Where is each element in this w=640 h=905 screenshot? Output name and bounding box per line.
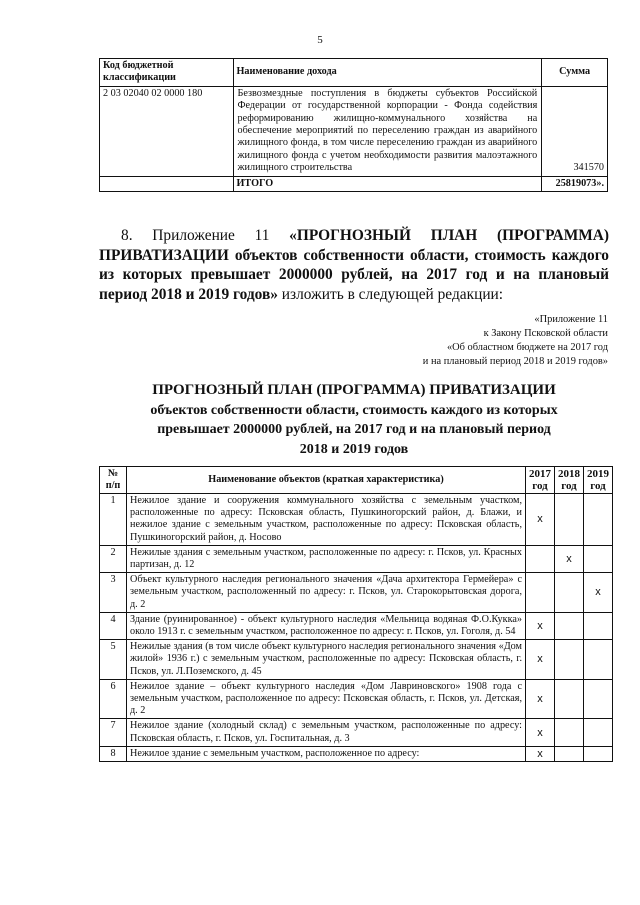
- object-description: Нежилое здание с земельным участком, расположенное по адресу:: [127, 746, 526, 761]
- mark-2019: x: [584, 573, 613, 613]
- paragraph-bold-title: «ПРОГНОЗНЫЙ ПЛАН (ПРОГРАММА) ПРИВАТИЗАЦИИ объектов собственности области, стоимость каждого из которых превышает 2000000 рублей, на 2017 год и на плановый период 2018 и 2019 годов»: [99, 227, 610, 303]
- object-description: Нежилые здания с земельным участком, расположенные по адресу: г. Псков, ул. Красных партизан, д. 12: [127, 545, 526, 572]
- row-number: 5: [100, 640, 127, 680]
- plan-heading: [99, 381, 609, 459]
- header-sum: Сумма: [542, 59, 608, 87]
- mark-2019: [584, 719, 613, 746]
- mark-2018: [555, 719, 584, 746]
- amendment-paragraph: [99, 226, 609, 304]
- budget-income-table: [99, 58, 608, 192]
- total-sum: 25819073».: [542, 176, 608, 191]
- row-number: 6: [100, 679, 127, 719]
- header-year-2018: 2018 год: [555, 467, 584, 494]
- table-row: [100, 746, 613, 761]
- total-row: [100, 176, 608, 191]
- mark-2018: [555, 679, 584, 719]
- mark-2019: [584, 612, 613, 639]
- income-name-cell: Безвозмездные поступления в бюджеты субъектов Российской Федерации от государственной корпорации - Фонда содействия реформированию жилищно-коммунального хозяйства на обеспечение мероприятий по переселению граждан из аварийного жилищного фонда, в том числе переселению граждан из аварийного жилищного фонда с учетом необходимости развития малоэтажного жилищного строительства: [233, 86, 542, 176]
- row-number: 1: [100, 494, 127, 546]
- header-income-name: Наименование дохода: [233, 59, 542, 87]
- header-year-2019: 2019 год: [584, 467, 613, 494]
- mark-2019: [584, 746, 613, 761]
- budget-code-cell: 2 03 02040 02 0000 180: [100, 86, 234, 176]
- mark-2017: [526, 545, 555, 572]
- table-row: [100, 86, 608, 176]
- row-number: 4: [100, 612, 127, 639]
- header-object-name: Наименование объектов (краткая характеристика): [127, 467, 526, 494]
- mark-2017: x: [526, 612, 555, 639]
- heading-line: превышает 2000000 рублей, на 2017 год и на плановый период: [157, 422, 551, 437]
- row-number: 3: [100, 573, 127, 613]
- table-header-row: [100, 59, 608, 87]
- mark-2019: [584, 494, 613, 546]
- table-row: [100, 612, 613, 639]
- heading-line: ПРОГНОЗНЫЙ ПЛАН (ПРОГРАММА) ПРИВАТИЗАЦИИ: [152, 382, 556, 398]
- object-description: Объект культурного наследия регионального значения «Дача архитектора Гермейера» с земельным участком, расположенный по адресу: г. Псков, ул. Старокорытовская дорога, д. 2: [127, 573, 526, 613]
- mark-2019: [584, 545, 613, 572]
- table-row: [100, 719, 613, 746]
- heading-line: объектов собственности области, стоимость каждого из которых: [150, 402, 558, 418]
- table-header-row: [100, 467, 613, 494]
- table-row: [100, 640, 613, 680]
- row-number: 7: [100, 719, 127, 746]
- appendix-ref-line: «Приложение 11: [534, 314, 608, 325]
- object-description: Нежилое здание (холодный склад) с земельным участком, расположенные по адресу: Псковская область, г. Псков, ул. Госпитальная, д. 3: [127, 719, 526, 746]
- table-row: [100, 494, 613, 546]
- total-label: ИТОГО: [233, 176, 542, 191]
- mark-2017: x: [526, 719, 555, 746]
- mark-2017: x: [526, 679, 555, 719]
- object-description: Нежилое здание и сооружения коммунального хозяйства с земельным участком, расположенные по адресу: Псковская область, Пушкиногорский район, д. Блажи, и нежилое здание с земельным участком, расположенные по адресу: Псковская область, Пушкиногорский район, д. Носово: [127, 494, 526, 546]
- mark-2019: [584, 679, 613, 719]
- header-budget-code: Код бюджетной классификации: [100, 59, 234, 87]
- mark-2018: [555, 494, 584, 546]
- sum-cell: 341570: [542, 86, 608, 176]
- appendix-reference: [423, 313, 608, 369]
- paragraph-suffix: изложить в следующей редакции:: [277, 285, 504, 303]
- appendix-ref-line: «Об областном бюджете на 2017 год: [446, 342, 608, 353]
- header-number: № п/п: [100, 467, 127, 494]
- object-description: Здание (руинированное) - объект культурного наследия «Мельница водяная Ф.О.Кукка» около 1913 г. с земельным участком, расположенное по адресу: г. Псков, ул. Гоголя, д. 54: [127, 612, 526, 639]
- paragraph-prefix: 8. Приложение 11: [121, 227, 290, 244]
- mark-2018: [555, 640, 584, 680]
- mark-2018: [555, 573, 584, 613]
- total-empty-cell: [100, 176, 234, 191]
- mark-2019: [584, 640, 613, 680]
- privatization-plan-table: [99, 466, 613, 762]
- mark-2017: x: [526, 640, 555, 680]
- mark-2017: x: [526, 746, 555, 761]
- appendix-ref-line: к Закону Псковской области: [483, 328, 608, 339]
- page-number: 5: [317, 34, 323, 46]
- row-number: 8: [100, 746, 127, 761]
- mark-2018: [555, 746, 584, 761]
- mark-2017: x: [526, 494, 555, 546]
- mark-2017: [526, 573, 555, 613]
- table-row: [100, 679, 613, 719]
- table-row: [100, 545, 613, 572]
- heading-line: 2018 и 2019 годов: [299, 441, 409, 457]
- object-description: Нежилое здание – объект культурного наследия «Дом Лавриновского» 1908 года с земельным участком, расположенное по адресу: Псковская область, г. Псков, ул. Детская, д. 2: [127, 679, 526, 719]
- appendix-ref-line: и на плановый период 2018 и 2019 годов»: [422, 356, 608, 367]
- header-year-2017: 2017 год: [526, 467, 555, 494]
- mark-2018: [555, 612, 584, 639]
- object-description: Нежилые здания (в том числе объект культурного наследия регионального значения «Дом жилой» 1936 г.) с земельным участком, расположенные по адресу: Псковская область, г. Псков, ул. Л.Поземского, д. 45: [127, 640, 526, 680]
- row-number: 2: [100, 545, 127, 572]
- table-row: [100, 573, 613, 613]
- mark-2018: x: [555, 545, 584, 572]
